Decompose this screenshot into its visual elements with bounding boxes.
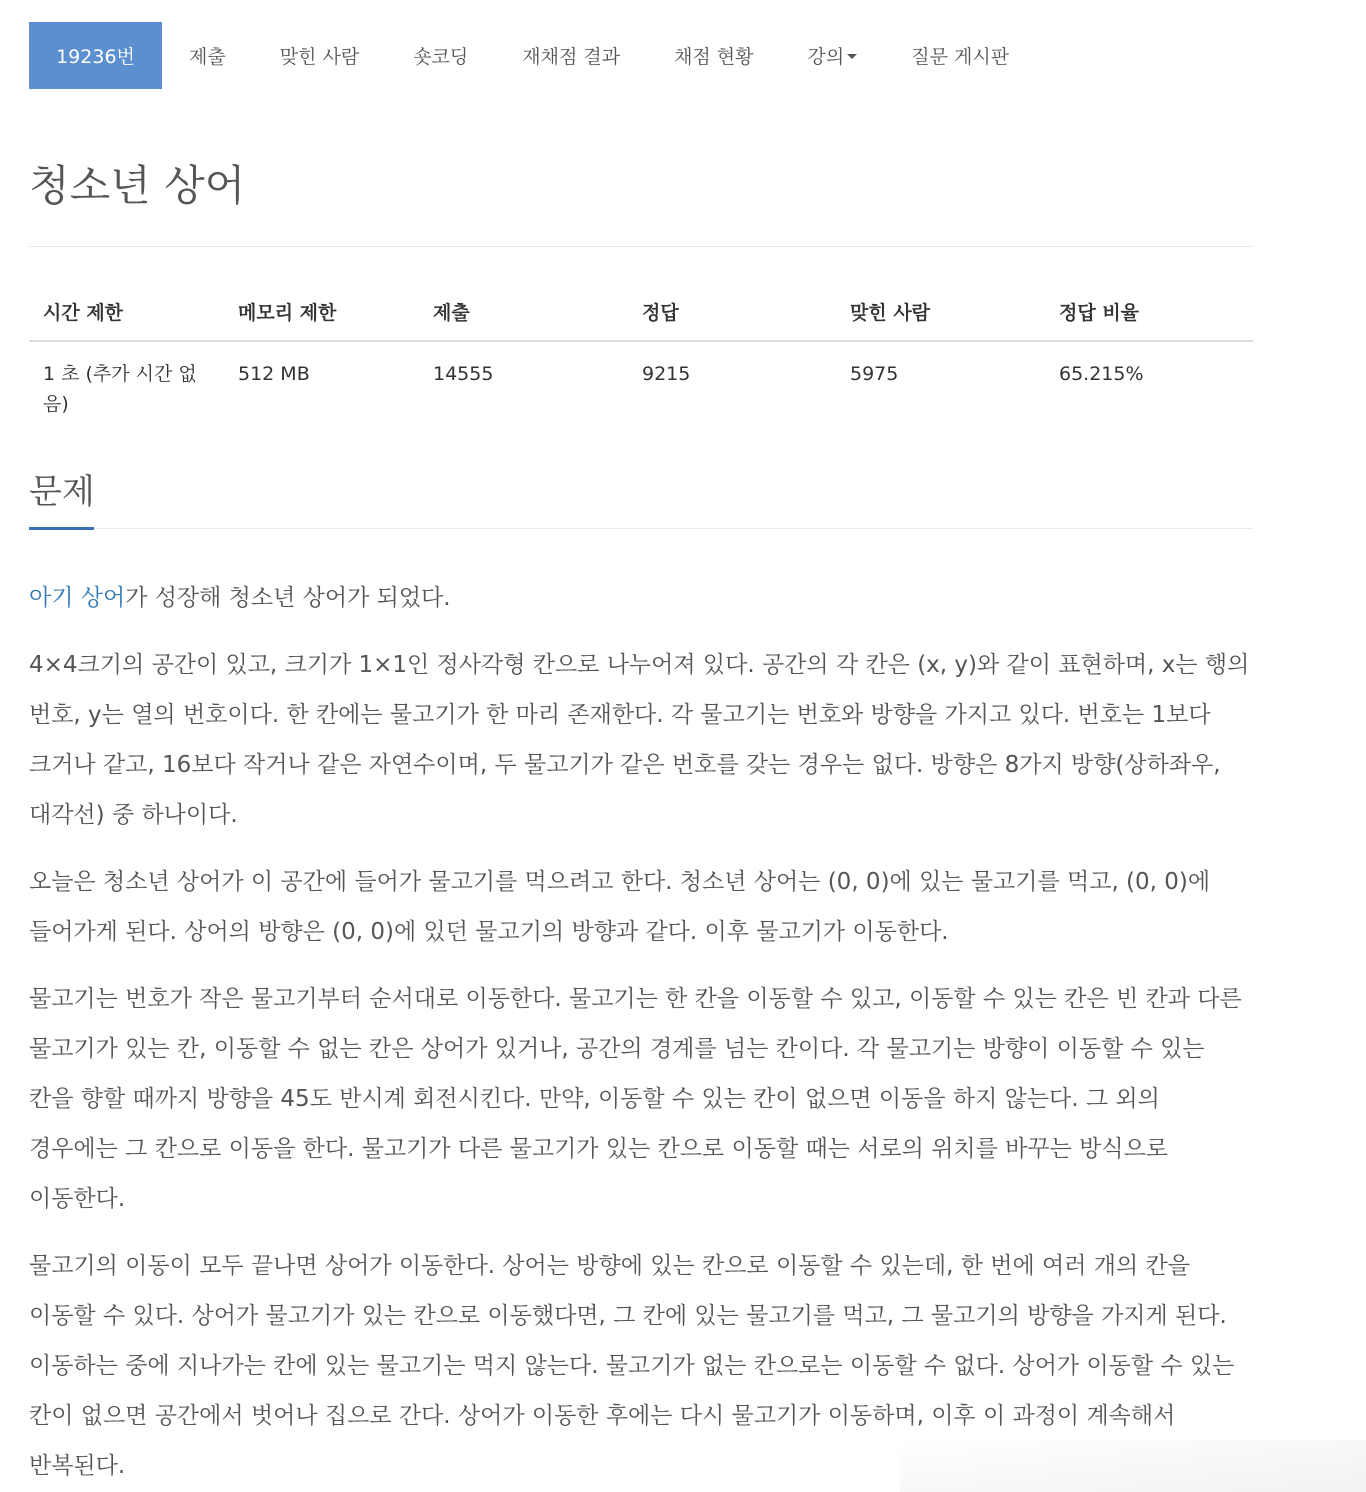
table-row [29,341,1253,427]
tab-question-board[interactable] [884,22,1036,89]
tab-label: 질문 게시판 [911,46,1010,68]
section-dotted-divider [94,528,1253,529]
value-submissions: 14555 [433,363,494,385]
intro-text: 가 성장해 청소년 상어가 되었다. [125,585,451,611]
tab-label: 제출 [189,46,226,68]
table-header-row [29,283,1253,341]
tab-rejudge-results[interactable] [495,22,647,89]
baby-shark-link[interactable]: 아기 상어 [29,585,126,611]
section-heading-problem: 문제 [29,472,95,512]
header-memory-limit: 메모리 제한 [224,283,419,341]
tab-label: 맞힌 사람 [279,46,360,68]
problem-description [29,573,1253,1492]
header-solved-users: 맞힌 사람 [836,283,1045,341]
tab-label: 숏코딩 [413,46,469,68]
problem-title: 청소년 상어 [29,161,246,210]
description-paragraph: 물고기는 번호가 작은 물고기부터 순서대로 이동한다. 물고기는 한 칸을 이동할 수 있고, 이동할 수 있는 칸은 빈 칸과 다른 물고기가 있는 칸, 이동할 수 없는 칸은 상어가 있거나, 공간의 경계를 넘는 칸이다. 각 물고기는 방향이 이동할 수 있는 칸을 향할 때까지 방향을 45도 반시계 회전시킨다. 만약, 이동할 수 있는 칸이 없으면 이동을 하지 않는다. 그 외의 경우에는 그 칸으로 이동을 한다. 물고기가 다른 물고기가 있는 칸으로 이동할 때는 서로의 위치를 바꾸는 방식으로 이동한다. [29,986,1242,1212]
description-paragraph: 4×4크기의 공간이 있고, 크기가 1×1인 정사각형 칸으로 나누어져 있다. 공간의 각 칸은 (x, y)와 같이 표현하며, x는 행의 번호, y는 열의 번호이다. 한 칸에는 물고기가 한 마리 존재한다. 각 물고기는 번호와 방향을 가지고 있다. 번호는 1보다 크거나 같고, 16보다 작거나 같은 자연수이며, 두 물고기가 같은 번호를 갖는 경우는 없다. 방향은 8가지 방향(상하좌우, 대각선) 중 하나이다. [29,652,1250,828]
value-time-limit: 1 초 (추가 시간 없음) [43,363,197,415]
problem-tab-nav [29,22,1036,89]
header-submissions: 제출 [419,283,628,341]
tab-label: 강의 [807,46,845,68]
header-time-limit: 시간 제한 [29,283,224,341]
tab-lectures-dropdown[interactable] [781,22,885,89]
value-memory-limit: 512 MB [238,363,310,385]
value-solved-users: 5975 [850,363,899,385]
tab-label: 19236번 [56,46,135,68]
header-accepted: 정답 [628,283,836,341]
tab-problem-number[interactable] [29,22,162,89]
tab-submit[interactable] [162,22,253,89]
caret-down-icon [847,54,857,59]
tab-label: 재채점 결과 [522,46,621,68]
problem-info-table [29,283,1253,427]
tab-label: 채점 현황 [674,46,754,68]
value-accept-ratio: 65.215% [1059,363,1144,385]
description-paragraph: 오늘은 청소년 상어가 이 공간에 들어가 물고기를 먹으려고 한다. 청소년 상어는 (0, 0)에 있는 물고기를 먹고, (0, 0)에 들어가게 된다. 상어의 방향은 (0, 0)에 있던 물고기의 방향과 같다. 이후 물고기가 이동한다. [29,869,1211,945]
intro-paragraph [29,573,1253,623]
description-paragraph: 물고기의 이동이 모두 끝나면 상어가 이동한다. 상어는 방향에 있는 칸으로 이동할 수 있는데, 한 번에 여러 개의 칸을 이동할 수 있다. 상어가 물고기가 있는 칸으로 이동했다면, 그 칸에 있는 물고기를 먹고, 그 물고기의 방향을 가지게 된다. 이동하는 중에 지나가는 칸에 있는 물고기는 먹지 않는다. 물고기가 없는 칸으로는 이동할 수 없다. 상어가 이동할 수 있는 칸이 없으면 공간에서 벗어나 집으로 간다. 상어가 이동한 후에는 다시 물고기가 이동하며, 이후 이 과정이 계속해서 반복된다. [29,1253,1235,1479]
tab-short-coding[interactable] [386,22,495,89]
title-divider [29,246,1253,247]
section-heading-underline [29,527,94,530]
header-accept-ratio: 정답 비율 [1045,283,1253,341]
value-accepted: 9215 [642,363,691,385]
tab-judge-status[interactable] [647,22,780,89]
tab-solved-users[interactable] [253,22,386,89]
